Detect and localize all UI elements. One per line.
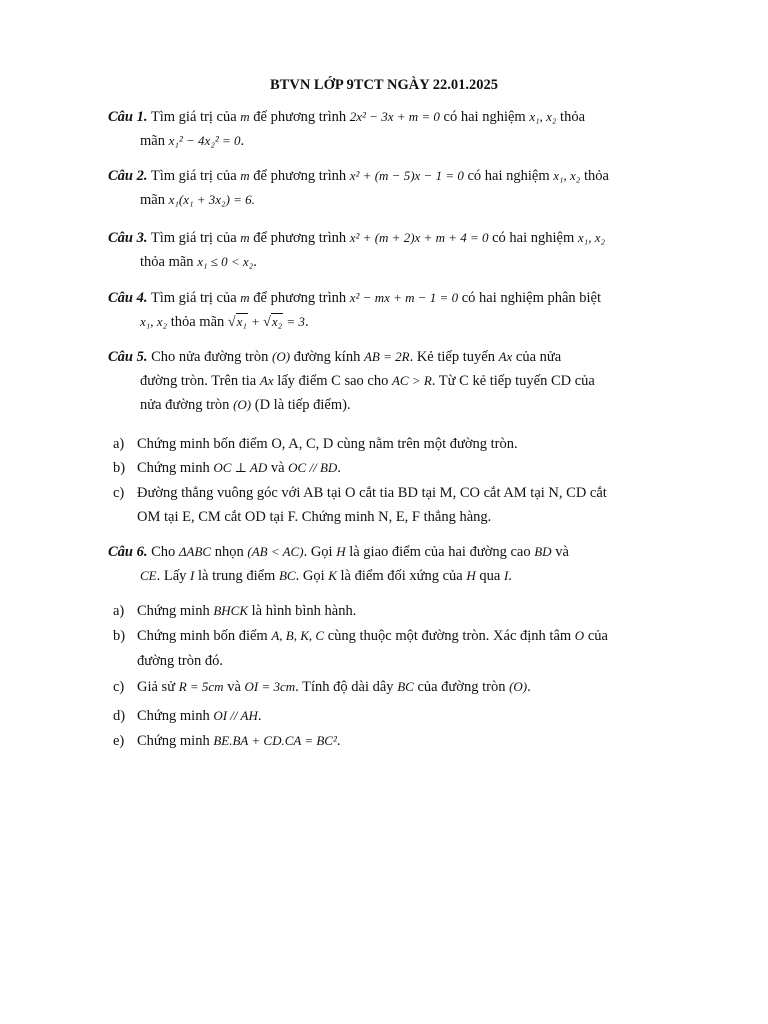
math-roots: x₁, x₂ <box>577 230 605 245</box>
item-label: a) <box>113 603 125 619</box>
q6-item-a <box>113 599 685 623</box>
math-roots: x₁, x₂ <box>553 168 581 183</box>
question-1 <box>108 105 680 153</box>
punctuation: . <box>240 133 245 149</box>
item-text: OM tại E, CM cắt OD tại F. Chứng minh N, E, F thẳng hàng. <box>137 509 492 525</box>
equation: AC > R <box>391 373 432 388</box>
sqrt-arg: x₁ <box>236 314 247 329</box>
item-text: Đường thẳng vuông góc với AB tại O cắt tia BD tại M, CO cắt AM tại N, CD cắt <box>137 485 607 501</box>
question-6 <box>108 540 680 588</box>
item-text: và <box>270 460 285 476</box>
math-var: CE <box>140 568 157 583</box>
question-text: thỏa mãn <box>170 314 225 330</box>
punctuation: . <box>336 733 341 749</box>
question-text: đường tròn. Trên tia <box>140 373 257 389</box>
equation: OC ⊥ AD <box>213 460 268 475</box>
question-text: Tìm giá trị của <box>150 109 237 125</box>
question-text: là trung điểm <box>198 568 276 584</box>
equation: x₁² − 4x₂² = 0 <box>168 133 241 148</box>
question-text: . Lấy <box>156 568 187 584</box>
question-text: có hai nghiệm <box>443 109 526 125</box>
question-text: của nửa <box>515 349 562 365</box>
math-var: (O) <box>271 349 291 364</box>
question-label: Câu 2. <box>108 168 148 184</box>
math-var: BD <box>534 544 552 559</box>
math-var: Ax <box>259 373 274 388</box>
question-text: có hai nghiệm phân biệt <box>461 290 602 306</box>
question-text: và <box>555 544 569 560</box>
question-text: thỏa mãn <box>140 254 194 270</box>
question-text: mãn <box>140 192 165 208</box>
punctuation: . <box>253 254 257 270</box>
equation: x² + (m − 5)x − 1 = 0 <box>349 168 464 183</box>
equation: BE.BA + CD.CA = BC² <box>213 733 337 748</box>
item-text: Chứng minh <box>137 708 210 724</box>
question-text: lấy điểm C sao cho <box>277 373 389 389</box>
sqrt-arg: x₂ <box>271 314 283 329</box>
item-text: là hình bình hành. <box>251 603 357 619</box>
question-4 <box>108 286 680 335</box>
question-text: để phương trình <box>253 230 347 246</box>
item-text: Chứng minh bốn điểm O, A, C, D cùng nằm trên một đường tròn. <box>137 436 518 452</box>
question-text: là điểm đối xứng của <box>340 568 463 584</box>
q5-item-c <box>113 481 685 529</box>
question-text: . Kẻ tiếp tuyến <box>409 349 495 365</box>
equation: (AB < AC) <box>247 544 304 559</box>
q5-item-a <box>113 432 685 456</box>
equation: OC // BD <box>288 460 338 475</box>
math-roots: x₁, x₂ <box>529 109 557 124</box>
math-var: (O) <box>233 397 252 412</box>
question-3 <box>108 226 680 274</box>
item-text: Giả sử <box>137 679 176 695</box>
question-text: là giao điểm của hai đường cao <box>349 544 531 560</box>
question-label: Câu 1. <box>108 109 148 125</box>
q6-item-d <box>113 704 685 728</box>
q6-item-b <box>113 624 685 673</box>
punctuation: . <box>508 568 512 584</box>
item-text: Chứng minh bốn điểm <box>137 628 268 644</box>
sqrt-equation: √x₁ + √x₂ = 3 <box>227 314 305 330</box>
question-text: để phương trình <box>253 168 347 184</box>
item-text: của <box>587 628 608 644</box>
item-text: đường tròn đó. <box>137 653 224 669</box>
equation: OI // AH <box>213 708 258 723</box>
math-var: m <box>240 109 250 124</box>
punctuation: . <box>527 679 531 695</box>
question-text: Tìm giá trị của <box>150 230 237 246</box>
punctuation: . <box>304 314 309 330</box>
math-var: BC <box>397 679 414 694</box>
question-text: Tìm giá trị của <box>150 168 237 184</box>
math-var: ΔABC <box>178 544 212 559</box>
math-var: Ax <box>498 349 513 364</box>
item-label: c) <box>113 485 125 501</box>
math-var: m <box>240 168 250 183</box>
item-label: d) <box>113 708 126 724</box>
q6-item-e <box>113 729 685 753</box>
question-label: Câu 4. <box>108 290 148 306</box>
equation: A, B, K, C <box>271 628 325 643</box>
item-label: c) <box>113 679 125 695</box>
math-var: m <box>240 230 250 245</box>
question-text: nhọn <box>214 544 244 560</box>
question-label: Câu 6. <box>108 544 148 560</box>
math-var: I <box>503 568 509 583</box>
item-text: và <box>227 679 241 695</box>
math-var: I <box>190 568 195 583</box>
math-var: H <box>466 568 476 583</box>
item-text: . Tính độ dài dây <box>295 679 394 695</box>
punctuation: . <box>257 708 262 724</box>
equation: x₁(x₁ + 3x₂) = 6. <box>168 192 255 207</box>
equation: OI = 3cm <box>244 679 296 694</box>
item-text: Chứng minh <box>137 733 210 749</box>
item-label: e) <box>113 733 125 749</box>
sqrt-sign: √ <box>263 315 271 330</box>
question-text: đường kính <box>293 349 361 365</box>
question-text: . Từ C kẻ tiếp tuyến CD của <box>431 373 595 389</box>
item-text: Chứng minh <box>137 603 210 619</box>
question-label: Câu 3. <box>108 230 148 246</box>
q6-item-c <box>113 675 685 699</box>
question-text: có hai nghiệm <box>492 230 575 246</box>
item-text: cùng thuộc một đường tròn. Xác định tâm <box>327 628 572 644</box>
question-text: . Gọi <box>303 544 333 560</box>
question-text: Tìm giá trị của <box>150 290 237 306</box>
math-var: m <box>240 290 250 305</box>
equation: 2x² − 3x + m = 0 <box>349 109 440 124</box>
item-text: của đường tròn <box>417 679 506 695</box>
question-5 <box>108 345 680 417</box>
question-text: thỏa <box>583 168 609 184</box>
question-text: thỏa <box>560 109 586 125</box>
question-text: nửa đường tròn <box>140 397 230 413</box>
question-text: (D là tiếp điểm). <box>254 397 351 413</box>
q5-item-b <box>113 456 685 480</box>
question-label: Câu 5. <box>108 349 148 365</box>
equation: x² − mx + m − 1 = 0 <box>349 290 459 305</box>
item-label: b) <box>113 628 126 644</box>
equation: BHCK <box>213 603 249 618</box>
equation-rest: = 3 <box>286 314 305 329</box>
math-roots: x₁, x₂ <box>140 314 168 329</box>
question-text: có hai nghiệm <box>467 168 550 184</box>
question-2 <box>108 164 680 212</box>
math-var: K <box>328 568 337 583</box>
math-var: H <box>336 544 346 559</box>
equation: AB = 2R <box>363 349 410 364</box>
punctuation: . <box>337 460 341 476</box>
page-title: BTVN LỚP 9TCT NGÀY 22.01.2025 <box>270 77 498 93</box>
equation: x₁ ≤ 0 < x₂ <box>197 254 254 269</box>
item-label: b) <box>113 460 126 476</box>
question-text: Cho <box>151 544 176 560</box>
math-var: BC <box>278 568 296 583</box>
question-text: để phương trình <box>253 109 347 125</box>
item-label: a) <box>113 436 125 452</box>
item-text: Chứng minh <box>137 460 210 476</box>
math-var: (O) <box>509 679 528 694</box>
question-text: Cho nửa đường tròn <box>151 349 269 365</box>
equation: x² + (m + 2)x + m + 4 = 0 <box>349 230 489 245</box>
math-var: O <box>574 628 585 643</box>
question-text: . Gọi <box>295 568 325 584</box>
question-text: qua <box>479 568 501 584</box>
equation: R = 5cm <box>178 679 224 694</box>
sqrt-sign: √ <box>227 315 236 330</box>
question-text: mãn <box>140 133 165 149</box>
question-text: để phương trình <box>253 290 347 306</box>
